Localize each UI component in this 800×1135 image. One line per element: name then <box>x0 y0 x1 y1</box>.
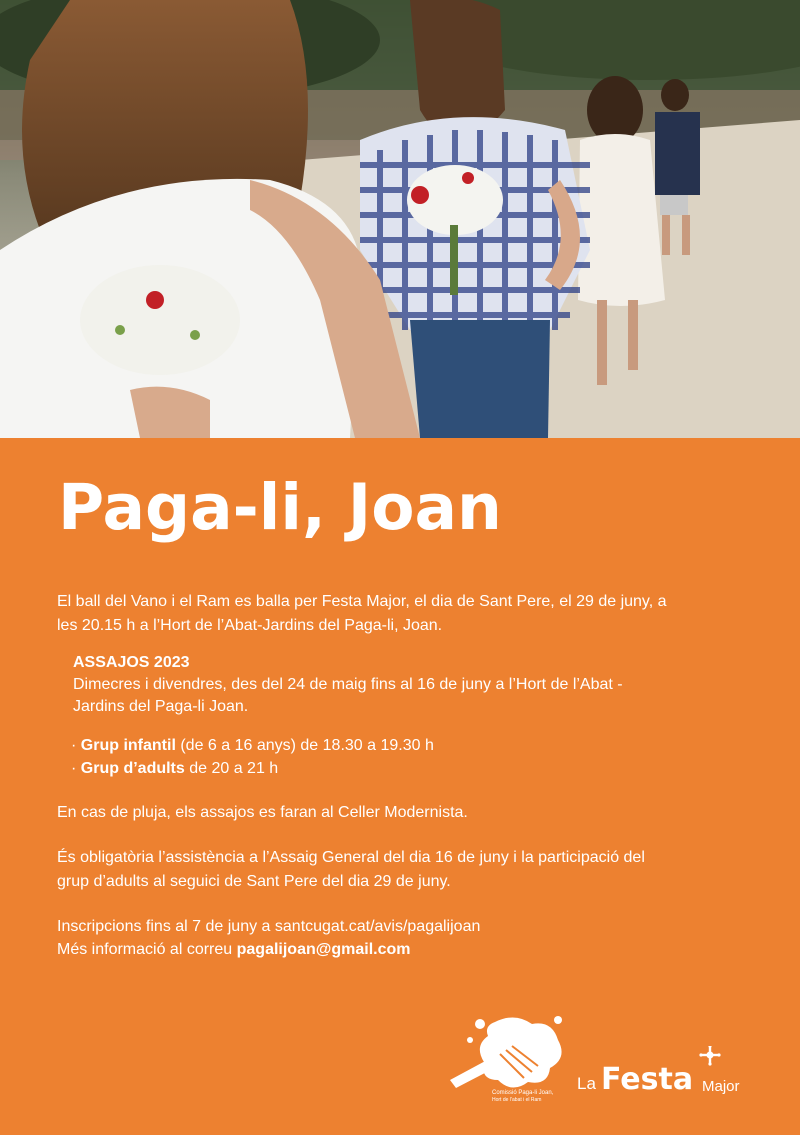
email-link[interactable]: pagalijoan@gmail.com <box>236 941 411 958</box>
content-panel <box>0 438 800 1135</box>
svg-text:Major: Major <box>702 1078 740 1095</box>
bullet: · <box>71 760 77 777</box>
photo-dancers-with-bouquets <box>0 0 800 438</box>
contact-prefix: Més informació al correu <box>57 941 237 958</box>
obligatory-line: És obligatòria l’assistència a l’Assaig General del dia 16 de juny i la participació del <box>57 849 645 866</box>
comissio-logo <box>440 1010 570 1105</box>
cross-icon <box>699 1046 720 1066</box>
svg-text:La: La <box>577 1074 596 1093</box>
comissio-logo-text: Hort de l’abat i el Ram <box>492 1097 542 1103</box>
rehearsals-section <box>73 652 743 718</box>
inscriptions-line: Inscripcions fins al 7 de juny a santcugat.cat/avis/pagalijoan <box>57 918 481 935</box>
groups-list <box>71 734 741 780</box>
rehearsals-heading: ASSAJOS 2023 <box>73 654 190 671</box>
intro-paragraph <box>57 590 747 638</box>
obligatory-notice <box>57 846 757 894</box>
header-photo <box>0 0 800 438</box>
comissio-logo-text: Comissió Paga-li Joan, <box>492 1090 554 1096</box>
intro-line: El ball del Vano i el Ram es balla per Festa Major, el dia de Sant Pere, el 29 de juny, a <box>57 593 667 610</box>
obligatory-line: grup d’adults al seguici de Sant Pere del dia 29 de juny. <box>57 873 451 890</box>
group-detail: de 20 a 21 h <box>184 760 279 777</box>
page-title: Paga-li, Joan <box>58 471 502 544</box>
festa-major-logo <box>577 1046 752 1096</box>
group-detail: (de 6 a 16 anys) de 18.30 a 19.30 h <box>175 737 434 754</box>
group-name: Grup infantil <box>80 737 176 754</box>
contact-line <box>57 938 747 961</box>
intro-line: les 20.15 h a l’Hort de l’Abat-Jardins del Paga-li, Joan. <box>57 617 443 634</box>
svg-text:Festa: Festa <box>601 1062 694 1096</box>
group-name: Grup d’adults <box>80 760 185 777</box>
bullet: · <box>71 737 77 754</box>
rehearsals-line: Jardins del Paga-li Joan. <box>73 698 249 715</box>
list-item <box>71 757 741 780</box>
list-item <box>71 734 741 757</box>
rehearsals-line: Dimecres i divendres, des del 24 de maig fins al 16 de juny a l’Hort de l’Abat - <box>73 676 623 693</box>
inscriptions-info <box>57 915 747 961</box>
rain-notice: En cas de pluja, els assajos es faran al Celler Modernista. <box>57 804 468 821</box>
